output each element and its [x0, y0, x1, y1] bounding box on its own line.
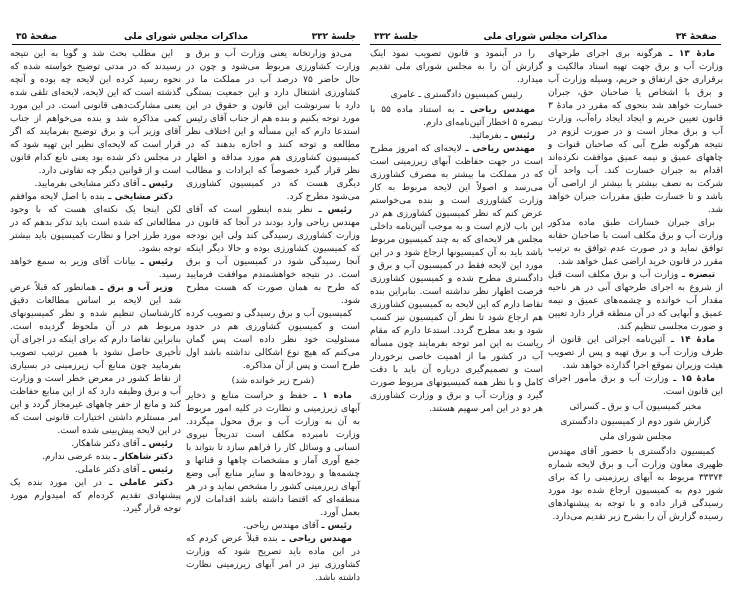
speaker-label: دکتر شاهکار ـ [110, 452, 173, 462]
paragraph [186, 533, 360, 585]
paragraph-text: (شرح زیر خوانده شد) [231, 376, 315, 386]
text-column-left [370, 48, 543, 416]
paragraph-text: وزارت آب و برق مأمور اجرای این قانون است. [548, 374, 723, 397]
section-heading [548, 431, 723, 444]
paragraph-text: به استناد ماده ۵۵ با تبصره ۵ اخطار آئین‌نامه‌ای دارم. [370, 105, 543, 128]
speaker-label: دکتر مشایخی ـ [104, 192, 173, 202]
speaker-label: ماده ۱ ـ [307, 391, 352, 401]
paragraph-text: آئین‌نامه اجرائی این قانون از طرف وزارت آب و برق تهیه و پس از تصویب هیئت وزیران بموقع اجرا گذارده خواهد شد. [548, 335, 723, 371]
paragraph-text: نظر بنده اینطور است که آقای مهندس ریاحی وارد بودند در آنجا که قانون در وزارت کشاورزی رسیدگی کند ولی این بودجه که کمیسیون کشاورزی بوده و حالا دیگر اینکه آنجا رسیدگی شود در کمیسیون آب و برق است. در نتیجه خواهشمندم موافقت فرمایید که طرح به همان صورت که هست مطرح شود. [186, 205, 360, 306]
speaker-label: مهندس ریاحی ـ [461, 144, 536, 154]
speaker-label: رئیس ـ [501, 131, 535, 141]
session-number: جلسهٔ ۳۳۲ [311, 32, 356, 42]
paragraph-text: بفرمائید. [469, 131, 502, 141]
paragraph-text: کمیسیون آب و برق رسیدگی و تصویب کرده است و کمیسیون کشاورزی هم در حدود مسئولیت خود نظر داده است پس گمان می‌کنم که هیچ نوع اشکالی نداشته باشد اول طرح است و پس از آن مذاکره. [186, 309, 360, 371]
paragraph-text: گزارش شور دوم از کمیسیون دادگستری [560, 417, 711, 427]
paragraph [10, 282, 181, 438]
speaker-label: مادهٔ ۱۵ ـ [668, 374, 715, 384]
paragraph-text: لایحه‌ای که امروز مطرح است در جهت حفاظت آبهای زیرزمینی است که در مملکت ما بیشتر به مصرف کشاورزی می‌رسد و اصولاً این لایحه مربوط به کار وزارت کشاورزی است و بنده می‌خواستم عرض کنم که نظر کمیسیون کشاورزی هم در این باب لازم است و به موجب آئین‌نامه داخلی مجلس هر لایحه‌ای که به چند کمیسیون مربوط باشد باید به آن کمیسیونها ارجاع شود و در این مورد این لایحه فقط در کمیسیون آب و برق و دادگستری مطرح شده و کمیسیون کشاورزی فرصت اظهار نظر نداشته است. بنابراین بنده تقاضا دارم که این لایحه به کمیسیون کشاورزی هم ارجاع شود تا نظر آن کمیسیون نیز کسب شود و بعد مطرح گردد. استدعا دارم که مقام ریاست به این امر توجه بفرمایند چون مسأله آب در کشور ما از اهمیت خاصی برخوردار است و تصمیم‌گیری درباره آن باید با دقت کامل و با نظر همه کمیسیونهای مربوط صورت گیرد و وزارت آب و برق و وزارت کشاورزی هر دو در این امر سهیم هستند. [370, 144, 543, 414]
paragraph-text: را در آبنمود و قانون تصویب نمود اینک گزارش آن را به مجلس شورای ملی تقدیم میدارد. [370, 49, 543, 85]
paragraph-text: آقای دکتر مشایخی بفرمایید. [34, 179, 140, 189]
paragraph [548, 217, 723, 269]
section-heading [370, 89, 543, 102]
paragraph [548, 446, 723, 524]
paragraph-text: حفظ و حراست منابع و ذخایر آبهای زیرزمینی و نظارت در کلیه امور مربوط به آن به وزارت آب و برق محول میگردد. وزارت نامبرده مکلف است تدریجاً نیروی انسانی و وسائل کار را فراهم سازد تا بتواند با جمع آوری آمار و مشخصات چاهها و قناتها و چشمه‌ها و رودخانه‌ها و سایر منابع آبی وضع آبهای زیرزمینی کشور را مشخص نماید و در هر منطقه‌ای که اقتضا داشته باشد اقدامات لازم بعمل آورد. [186, 391, 360, 518]
paragraph-text: هرگونه بری اجرای طرحهای وزارت آب و برق جهت تهیه اسناد مالکیت و برقراری حق ارتفاق و حریم، وسیله وزارت آب و برق با اشخاص یا صاحبان حق، جبران خسارت خواهد شد بنحوی که مقرر در مادهٔ ۳ قانون تعیین حریم و ایجاد ایجاد راه‌آب، وزارت آب و برق مجاز است و در صورت لزوم در نتیجه هرگونه طرح آبی که صاحبان قنوات و چاههای عمیق و نیمه عمیق موافقت نکرده‌اند اقدام به جبران خسارت کند. آب واحد آن شرکت به نصف بیشتر یا بیشتر از اراضی آن باشد و تا خسارت طبق مقررات جبران خواهد شد. [548, 49, 723, 215]
paragraph [186, 308, 360, 373]
paragraph [370, 130, 543, 143]
speaker-label: رئیس ـ [135, 257, 173, 267]
speaker-label: تبصره ـ [678, 270, 716, 280]
paragraph-text: می‌دو وزارتخانه یعنی وزارت آب و برق و وزارت کشاورزی مربوط می‌شود و چون در حال حاضر ۷۵ درصد آب در مملکت ما در کشاورزی اشتغال دارد و این جمعیت بستگی دارد با سرنوشت این قانون و حقوق در این مورد توجه بکنیم و بنده هم از جناب آقای رئیس استدعا دارم که این مسأله و این اختلاف نظر مطالعه و توجه کنند و اجازه بدهند که در کمیسیون کشاورزی هم مورد مداقه و اظهار نظر قرار گیرد خصوصاً که ایرادات و مطالب دیگری هست که در کمیسیون کشاورزی می‌شود مطرح کرد. [186, 49, 360, 202]
paragraph [548, 373, 723, 399]
running-title: مذاکرات مجلس شورای ملی [123, 32, 249, 42]
paragraph-text: آقای مهندس ریاحی. [243, 521, 319, 531]
speaker-label: مادهٔ ۱۳ ـ [662, 49, 716, 59]
speaker-label: مهندس ریاحی ـ [454, 105, 536, 115]
speaker-label: رئیس ـ [139, 179, 173, 189]
text-column-left [10, 48, 181, 516]
paragraph-text: آقای دکتر عاملی. [74, 465, 140, 475]
paragraph [370, 143, 543, 416]
speaker-label: رئیس ـ [318, 521, 352, 531]
paragraph-text: رئیس کمیسیون دادگستری ـ عامری [390, 90, 523, 100]
paragraph-text: این مطلب بحث شد و گویا به این نتیجه رسیدند که در مدتی توضیح خواسته شده که نحوه رسید کرده این لایحه چه بوده و آنچه گذشته است که این لایحه، لایحه‌ای تلقی شده یعنی مشارکت‌دهی قانونی است. در این مورد کمی مذاکره شد و بنده می‌خواهم از جناب آقای وزیر آب و برق توضیح بفرمایند که اگر قرار است که لایحه‌ای نظیر این تهیه شود که در مجلس ذکر شده بود یعنی تابع کدام قانون است و از قوانین دیگر چه تفاوتی دارد. [10, 49, 181, 176]
paragraph-text: در این مورد بنده یک پیشنهادی تقدیم کرده‌ام که امیدوارم مورد توجه قرار گیرد. [10, 478, 181, 514]
paragraph-text: کمیسیون دادگستری با حضور آقای مهندس ظهیری معاون وزارت آب و برق لایحه شماره ۳۳۳۷۴ مربوط به آبهای زیرزمینی را که برای شور دوم به کمیسیون ارجاع شده بود مورد رسیدگی قرار داده و با توجه به پیشنهادهای رسیده گزارش آن را بشرح زیر تقدیم می‌دارد. [548, 447, 723, 522]
section-heading [548, 416, 723, 429]
speaker-label: مهندس ریاحی ـ [277, 534, 352, 544]
paragraph [548, 48, 723, 217]
paragraph [10, 48, 181, 178]
paragraph-text: وزارت آب و برق مکلف است قبل از شروع به اجرای طرحهای آبی در هر ناحیه مقدار آب خوانده و چشمه‌های عمیق و نیمه عمیق و آبهایی که در آن منطقه قرار دارد تعیین و صورت مجلسی تنظیم کند. [548, 270, 723, 332]
paragraph [10, 438, 181, 451]
paragraph-text: بنده قبلاً عرض کردم که در این ماده باید تصریح شود که وزارت کشاورزی نیز در امر آبهای زیرزمینی نظارت داشته باشد. [186, 534, 360, 583]
speaker-label: رئیس ـ [312, 205, 352, 215]
paragraph-text: آقای دکتر شاهکار. [71, 439, 140, 449]
page-header [12, 32, 360, 45]
paragraph [186, 390, 360, 520]
speaker-label: دکتر عاملی ـ [101, 478, 173, 488]
text-column-right [548, 48, 723, 524]
paragraph-text: برای جبران خسارات طبق ماده مذکور وزارت آب و برق مکلف است با صاحبان حقابه توافق نماید و در صورت عدم توافق به ترتیب مقرر در قانون خرید اراضی عمل خواهد شد. [548, 218, 723, 267]
paragraph [370, 48, 543, 87]
paragraph-text: بیانات آقای وزیر به سمع خواهد رسید. [10, 257, 181, 280]
text-column-right [186, 48, 360, 585]
page-number: صفحهٔ ۳۵ [16, 32, 58, 42]
paragraph-text: مجلس شورای ملی [599, 432, 672, 442]
speaker-label: مادهٔ ۱۴ ـ [665, 335, 715, 345]
paragraph-text: همانطور که قبلاً عرض شد این لایحه بر اساس مطالعات دقیق کارشناسان تنظیم شده و نظر کمیسیونهای مربوط هم در آن ملحوظ گردیده است. بنابراین تقاضا دارم که برای اینکه در اجرای آن تأخیری حاصل نشود با همین ترتیب تصویب بفرمایید چون منابع آب زیرزمینی در بسیاری از نقاط کشور در معرض خطر است و وزارت آب و برق وظیفه دارد که از این منابع حفاظت کند و مانع از حفر چاههای غیرمجاز گردد و این امر مستلزم داشتن اختیارات قانونی است که در این لایحه پیش‌بینی شده است. [10, 283, 181, 436]
running-title: مذاکرات مجلس شورای ملی [483, 32, 608, 42]
paragraph [10, 178, 181, 191]
paragraph [10, 451, 181, 464]
paragraph [10, 256, 181, 282]
paragraph [10, 464, 181, 477]
page-header [370, 32, 721, 45]
page-number: صفحهٔ ۳۴ [675, 32, 717, 42]
section-heading [548, 401, 723, 414]
paragraph [10, 477, 181, 516]
speaker-label: رئیس ـ [139, 439, 173, 449]
speaker-label: وزیر آب و برق ـ [96, 283, 174, 293]
paragraph [186, 520, 360, 533]
paragraph [186, 48, 360, 204]
paragraph-text: بنده عرضی ندارم. [42, 452, 111, 462]
paragraph [548, 269, 723, 334]
paragraph [548, 334, 723, 373]
session-number: جلسهٔ ۳۳۲ [374, 32, 419, 42]
paragraph [10, 191, 181, 256]
paragraph-text: مخبر کمیسیون آب و برق ـ کسرائی [569, 402, 702, 412]
paragraph [186, 204, 360, 308]
speaker-label: رئیس ـ [139, 465, 173, 475]
paragraph-text: بنده با اصل لایحه موافقم لکن اینجا یک نکته‌ای هست که با وجود مطالعاتی که شده است باید تذکر بدهم که در مورد طرز اجرا و نظارت کمیسیون باید بیشتر توجه بشود. [10, 192, 181, 254]
paragraph [370, 104, 543, 130]
section-heading [186, 375, 360, 388]
